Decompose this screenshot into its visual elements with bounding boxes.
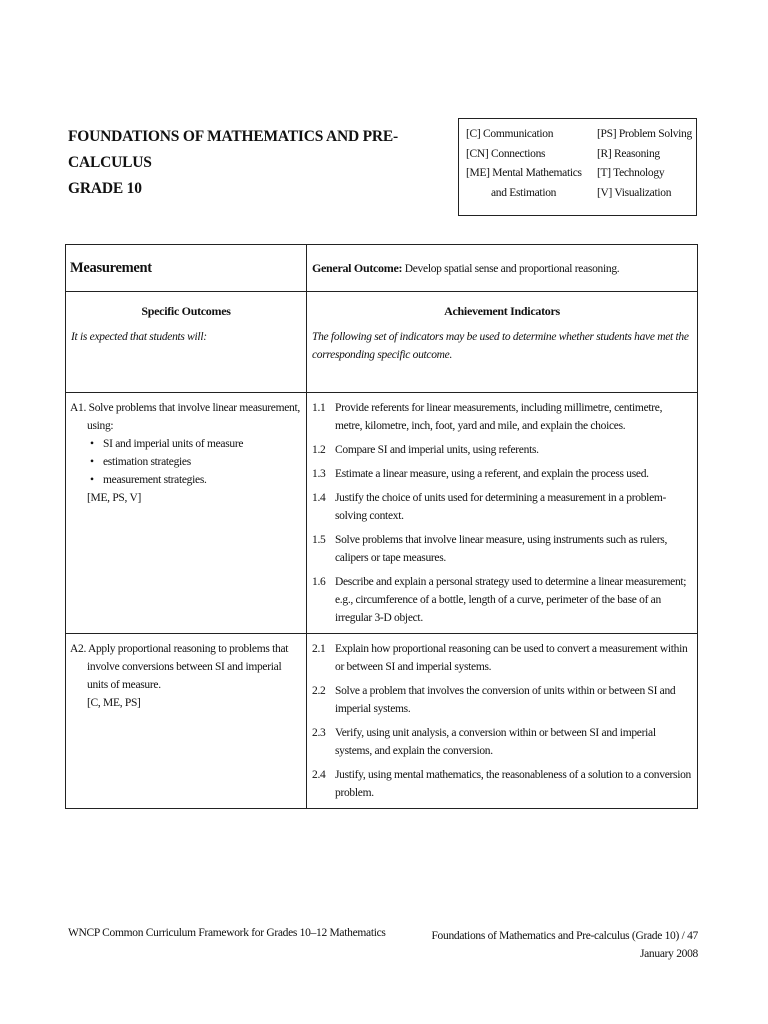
indicator-item bbox=[312, 724, 691, 760]
indicator-number: 2.3 bbox=[312, 727, 326, 739]
footer-page-number: Foundations of Mathematics and Pre-calculus (Grade 10) / 47 bbox=[431, 930, 698, 942]
indicator-number: 1.2 bbox=[312, 444, 326, 456]
indicator-number: 2.1 bbox=[312, 643, 326, 655]
indicator-text: Compare SI and imperial units, using referents. bbox=[335, 444, 539, 456]
indicator-number: 2.2 bbox=[312, 685, 326, 697]
title-line-1: FOUNDATIONS OF MATHEMATICS AND PRE-CALCULUS bbox=[68, 128, 398, 171]
bullet-item: • estimation strategies bbox=[70, 453, 302, 471]
indicator-number: 1.3 bbox=[312, 468, 326, 480]
indicator-text: Provide referents for linear measurements, including millimetre, centimetre, metre, kilometre, inch, foot, yard and mile, and explain the choices. bbox=[335, 402, 663, 432]
process-tags: [C, ME, PS] bbox=[87, 697, 141, 709]
process-legend bbox=[458, 118, 697, 216]
general-outcome-label: General Outcome: bbox=[312, 260, 403, 275]
outcome-row-a2 bbox=[66, 634, 698, 809]
general-outcome-text: Develop spatial sense and proportional reasoning. bbox=[404, 262, 620, 275]
strand-name: Measurement bbox=[66, 245, 307, 292]
page-title bbox=[68, 124, 453, 202]
outcome-text-rest: involve conversions between SI and imperial units of measure. bbox=[87, 661, 282, 691]
strand-row bbox=[66, 245, 698, 292]
legend-item-connections: [CN] Connections bbox=[466, 147, 546, 160]
bullet-item: • measurement strategies. bbox=[70, 471, 302, 489]
outcome-text-first: A2. Apply proportional reasoning to problems that bbox=[70, 643, 289, 655]
column-header-row bbox=[66, 292, 698, 393]
outcome-bullet-list bbox=[70, 435, 302, 489]
legend-item-visualization: [V] Visualization bbox=[597, 186, 672, 199]
specific-outcomes-intro: It is expected that students will: bbox=[71, 331, 207, 343]
indicator-number: 1.5 bbox=[312, 534, 326, 546]
indicator-item bbox=[312, 489, 691, 525]
legend-column-left bbox=[466, 125, 594, 203]
indicator-item bbox=[312, 573, 691, 627]
outcome-text-first: A1. Solve problems that involve linear measurement, bbox=[70, 402, 300, 414]
specific-outcome-a1 bbox=[66, 393, 307, 634]
indicators-a1 bbox=[307, 393, 698, 634]
legend-column-right bbox=[597, 125, 697, 203]
footer-framework-title: WNCP Common Curriculum Framework for Grades 10–12 Mathematics bbox=[68, 927, 386, 939]
indicator-text: Describe and explain a personal strategy used to determine a linear measurement; e.g., circumference of a bottle, length of a curve, perimeter of the base of an irregular 3-D object. bbox=[335, 576, 687, 624]
indicator-text: Solve problems that involve linear measure, using instruments such as rulers, calipers or tape measures. bbox=[335, 534, 668, 564]
title-line-2: GRADE 10 bbox=[68, 180, 142, 197]
indicator-text: Solve a problem that involves the conversion of units within or between SI and imperial systems. bbox=[335, 685, 676, 715]
indicator-text: Verify, using unit analysis, a conversion within or between SI and imperial systems, and explain the conversion. bbox=[335, 727, 656, 757]
indicator-item bbox=[312, 399, 691, 435]
indicator-item bbox=[312, 441, 691, 459]
legend-item-reasoning: [R] Reasoning bbox=[597, 147, 660, 160]
outcome-row-a1 bbox=[66, 393, 698, 634]
process-tags: [ME, PS, V] bbox=[87, 492, 141, 504]
outcome-text-rest: using: bbox=[87, 420, 114, 432]
indicator-item bbox=[312, 682, 691, 718]
indicator-number: 2.4 bbox=[312, 769, 326, 781]
achievement-indicators-header bbox=[307, 292, 698, 393]
outcomes-table bbox=[65, 244, 698, 809]
indicator-item bbox=[312, 465, 691, 483]
indicator-text: Justify the choice of units used for determining a measurement in a problem-solving context. bbox=[335, 492, 667, 522]
achievement-indicators-heading: Achievement Indicators bbox=[444, 304, 560, 318]
specific-outcomes-heading: Specific Outcomes bbox=[141, 304, 231, 318]
indicator-item bbox=[312, 640, 691, 676]
indicator-item bbox=[312, 531, 691, 567]
indicator-text: Explain how proportional reasoning can be used to convert a measurement within or between SI and imperial systems. bbox=[335, 643, 688, 673]
specific-outcomes-header bbox=[66, 292, 307, 393]
general-outcome bbox=[307, 245, 698, 292]
legend-item-communication: [C] Communication bbox=[466, 128, 554, 140]
achievement-indicators-intro: The following set of indicators may be used to determine whether students have met the corresponding specific outcome. bbox=[312, 331, 689, 361]
indicator-text: Justify, using mental mathematics, the reasonableness of a solution to a conversion problem. bbox=[335, 769, 692, 799]
indicator-number: 1.1 bbox=[312, 402, 326, 414]
legend-item-problem-solving: [PS] Problem Solving bbox=[597, 128, 692, 140]
legend-item-estimation: and Estimation bbox=[491, 186, 557, 199]
indicators-a2 bbox=[307, 634, 698, 809]
indicator-number: 1.6 bbox=[312, 576, 326, 588]
indicator-item bbox=[312, 766, 691, 802]
indicator-text: Estimate a linear measure, using a referent, and explain the process used. bbox=[335, 468, 649, 480]
footer-page-info bbox=[431, 927, 698, 963]
bullet-item: • SI and imperial units of measure bbox=[70, 435, 302, 453]
indicator-number: 1.4 bbox=[312, 492, 326, 504]
legend-item-technology: [T] Technology bbox=[597, 167, 665, 179]
legend-item-mental-mathematics: [ME] Mental Mathematics bbox=[466, 167, 582, 179]
footer-date: January 2008 bbox=[639, 948, 698, 960]
specific-outcome-a2 bbox=[66, 634, 307, 809]
